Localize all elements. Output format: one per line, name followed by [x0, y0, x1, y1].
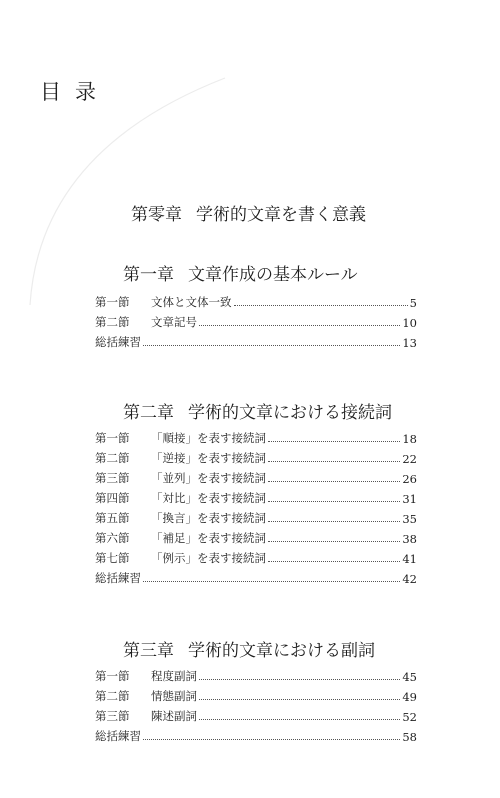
section-number: 第二節 — [95, 315, 130, 329]
section-number: 総括練習 — [95, 571, 141, 585]
section-number: 第五節 — [95, 511, 130, 525]
page-number: 13 — [402, 336, 417, 350]
leader-dots — [143, 345, 400, 346]
toc-entry[interactable] — [95, 446, 417, 466]
page-number: 5 — [409, 296, 417, 310]
chapter-title — [123, 636, 375, 661]
section-title: 文体と文体一致 — [151, 295, 232, 309]
section-number: 総括練習 — [95, 335, 141, 349]
section-title: 「対比」を表す接続詞 — [151, 491, 266, 505]
page-number: 35 — [402, 512, 417, 526]
section-number: 第三節 — [95, 471, 130, 485]
toc-entry[interactable] — [95, 684, 417, 704]
chapter-entries — [95, 664, 417, 744]
toc-entry[interactable] — [95, 566, 417, 586]
section-number: 第六節 — [95, 531, 130, 545]
toc-entry[interactable] — [95, 664, 417, 684]
page-number: 41 — [402, 552, 417, 566]
section-title: 「補足」を表す接続詞 — [151, 531, 266, 545]
chapter-name: 学術的文章における接続詞 — [188, 403, 392, 423]
toc-entry[interactable] — [95, 724, 417, 744]
toc-entry[interactable] — [95, 526, 417, 546]
section-number: 第一節 — [95, 669, 130, 683]
section-title: 陳述副詞 — [151, 709, 197, 723]
page-number: 10 — [402, 316, 417, 330]
section-number: 第一節 — [95, 295, 130, 309]
page-number: 58 — [402, 730, 417, 744]
page-number: 45 — [402, 670, 417, 684]
chapter-name: 学術的文章における副詞 — [188, 641, 375, 661]
chapter-entries — [95, 290, 417, 350]
leader-dots — [199, 325, 400, 326]
page-number: 42 — [402, 572, 417, 586]
leader-dots — [199, 699, 400, 700]
section-number: 第二節 — [95, 451, 130, 465]
section-number: 第三節 — [95, 709, 130, 723]
leader-dots — [268, 441, 400, 442]
section-number: 第四節 — [95, 491, 130, 505]
chapter-entries — [95, 426, 417, 586]
toc-entry[interactable] — [95, 506, 417, 526]
toc-entry[interactable] — [95, 546, 417, 566]
section-number: 第七節 — [95, 551, 130, 565]
page-number: 22 — [402, 452, 417, 466]
section-title: 文章記号 — [151, 315, 197, 329]
toc-entry[interactable] — [95, 704, 417, 724]
leader-dots — [143, 739, 400, 740]
section-title: 「順接」を表す接続詞 — [151, 431, 266, 445]
leader-dots — [143, 581, 400, 582]
page-number: 49 — [402, 690, 417, 704]
page-number: 18 — [402, 432, 417, 446]
leader-dots — [268, 541, 400, 542]
chapter-title — [131, 200, 366, 225]
chapter-number: 第一章 — [123, 265, 174, 285]
section-title: 情態副詞 — [151, 689, 197, 703]
toc-entry[interactable] — [95, 486, 417, 506]
chapter-number: 第零章 — [131, 205, 182, 225]
section-number: 総括練習 — [95, 729, 141, 743]
chapter-title — [123, 260, 358, 285]
leader-dots — [268, 481, 400, 482]
chapter-name: 文章作成の基本ルール — [188, 265, 358, 285]
toc-entry[interactable] — [95, 310, 417, 330]
leader-dots — [234, 305, 408, 306]
toc-entry[interactable] — [95, 426, 417, 446]
toc-entry[interactable] — [95, 466, 417, 486]
leader-dots — [199, 719, 400, 720]
toc-entry[interactable] — [95, 330, 417, 350]
chapter-title — [123, 398, 392, 423]
page-number: 26 — [402, 472, 417, 486]
section-number: 第一節 — [95, 431, 130, 445]
section-title: 「逆接」を表す接続詞 — [151, 451, 266, 465]
page-title: 目录 — [40, 80, 110, 104]
section-title: 「換言」を表す接続詞 — [151, 511, 266, 525]
page-number: 52 — [402, 710, 417, 724]
leader-dots — [199, 679, 400, 680]
section-number: 第二節 — [95, 689, 130, 703]
chapter-name: 学術的文章を書く意義 — [196, 205, 366, 225]
section-title: 「並列」を表す接続詞 — [151, 471, 266, 485]
chapter-number: 第二章 — [123, 403, 174, 423]
leader-dots — [268, 501, 400, 502]
section-title: 「例示」を表す接続詞 — [151, 551, 266, 565]
page-number: 38 — [402, 532, 417, 546]
leader-dots — [268, 461, 400, 462]
leader-dots — [268, 561, 400, 562]
leader-dots — [268, 521, 400, 522]
section-title: 程度副詞 — [151, 669, 197, 683]
toc-entry[interactable] — [95, 290, 417, 310]
page-number: 31 — [402, 492, 417, 506]
chapter-number: 第三章 — [123, 641, 174, 661]
